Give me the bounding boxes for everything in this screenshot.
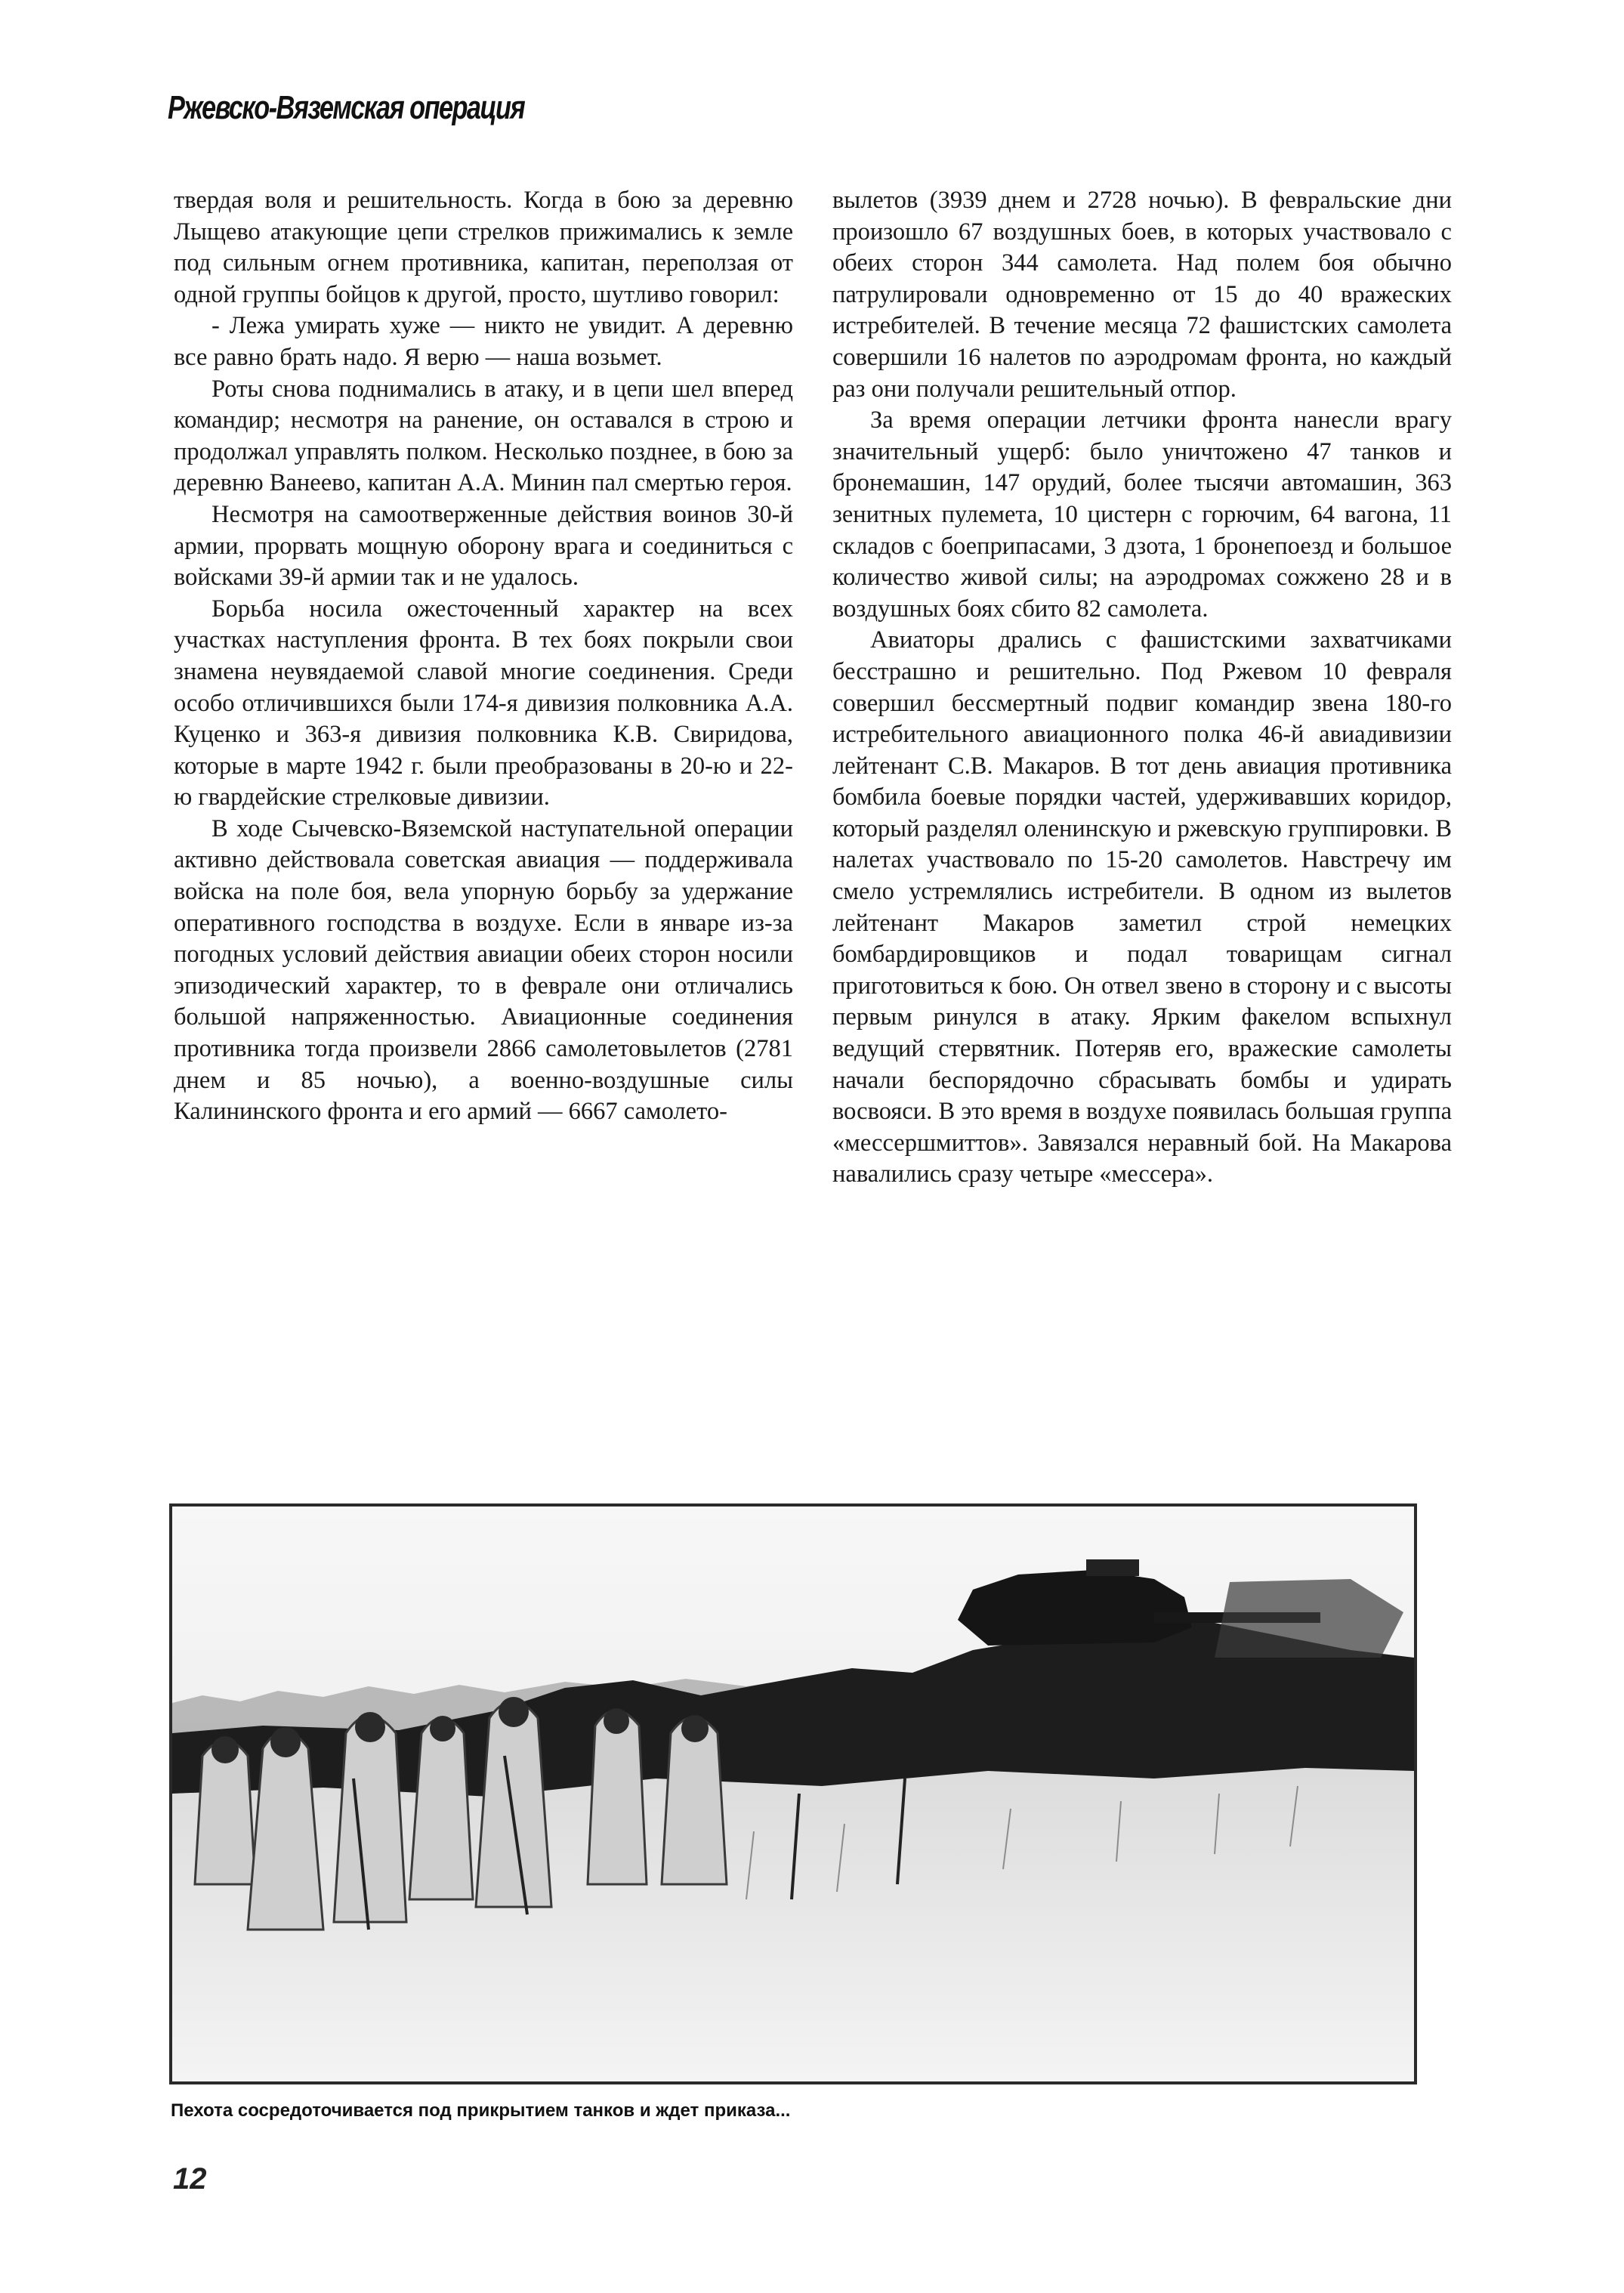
- paragraph: - Лежа умирать хуже — никто не увидит. А деревню все равно брать надо. Я верю — наша возьмет.: [174, 312, 793, 371]
- paragraph: За время операции летчики фронта нанесли врагу значительный ущерб: было уничтожено 47 танков и бронемашин, 147 орудий, более тысячи автомашин, 363 зенитных пулемета, 10 цистерн с горючим, 64 вагона, 11 складов с боеприпасами, 3 дзота, 1 бронепоезд и большое количество живой силы; на аэродромах сожжено 28 и в воздушных боях сбито 82 самолета.: [832, 406, 1452, 623]
- paragraph: Борьба носила ожесточенный характер на всех участках наступления фронта. В тех боях покрыли свои знамена неувядаемой славой многие соединения. Среди особо отличившихся были 174-я дивизия полковника А.А. Куценко и 363-я дивизия полковника К.В. Свиридова, которые в марте 1942 г. были преобразованы в 20-ю и 22-ю гвардейские стрелковые дивизии.: [174, 595, 793, 811]
- page-number: 12: [173, 2162, 207, 2196]
- text-column-left: [174, 185, 793, 1128]
- paragraph: Несмотря на самоотверженные действия воинов 30-й армии, прорвать мощную оборону врага и соединиться с войсками 39-й армии так и не удалось.: [174, 500, 793, 592]
- photo: [169, 1503, 1417, 2084]
- paragraph: В ходе Сычевско-Вяземской наступательной операции активно действовала советская авиация — поддерживала войска на поле боя, вела упорную борьбу за удержание оперативного господства в воздухе. Если в январе из-за погодных условий действия авиации обеих сторон носили эпизодический характер, то в феврале они отличались большой напряженностью. Авиационные соединения противника тогда произвели 2866 самолетовылетов (2781 днем и 85 ночью), а военно-воздушные силы Калининского фронта и его армий — 6667 самолето-: [174, 814, 793, 1126]
- paragraph: Роты снова поднимались в атаку, и в цепи шел вперед командир; несмотря на ранение, он оставался в строю и продолжал управлять полком. Несколько позднее, в бою за деревню Ванеево, капитан А.А. Минин пал смертью героя.: [174, 375, 793, 497]
- paragraph: твердая воля и решительность. Когда в бою за деревню Лыщево атакующие цепи стрелков прижимались к земле под сильным огнем противника, капитан, переползая от одной группы бойцов к другой, просто, шутливо говорил:: [174, 187, 793, 308]
- paragraph: Авиаторы дрались с фашистскими захватчиками бесстрашно и решительно. Под Ржевом 10 февраля совершил бессмертный подвиг командир звена 180-го истребительного авиационного полка 46-й авиадивизии лейтенант С.В. Макаров. В тот день авиация противника бомбила боевые порядки частей, удерживавших коридор, который разделял оленинскую и ржевскую группировки. В налетах участвовало по 15-20 самолетов. Навстречу им смело устремлялись истребители. В одном из вылетов лейтенант Макаров заметил строй немецких бомбардировщиков и подал товарищам сигнал приготовиться к бою. Он отвел звено в сторону и с высоты первым ринулся в атаку. Ярким факелом вспыхнул ведущий стервятник. Потеряв его, вражеские самолеты начали беспорядочно сбрасывать бомбы и удирать восвояси. В это время в воздухе появилась большая группа «мессершмиттов». Завязался неравный бой. На Макарова навалились сразу четыре «мессера».: [832, 626, 1452, 1188]
- text-column-right: [832, 185, 1452, 1191]
- photo-caption: Пехота сосредоточивается под прикрытием танков и ждет приказа...: [171, 2100, 791, 2121]
- running-header: Ржевско-Вяземская операция: [168, 89, 525, 126]
- paragraph: вылетов (3939 днем и 2728 ночью). В февральские дни произошло 67 воздушных боев, в которых участвовало с обеих сторон 344 самолета. Над полем боя обычно патрулировали одновременно от 15 до 40 вражеских истребителей. В течение месяца 72 фашистских самолета совершили 16 налетов по аэродромам фронта, но каждый раз они получали решительный отпор.: [832, 187, 1452, 403]
- photo-winter-infantry-tanks: [172, 1507, 1414, 2081]
